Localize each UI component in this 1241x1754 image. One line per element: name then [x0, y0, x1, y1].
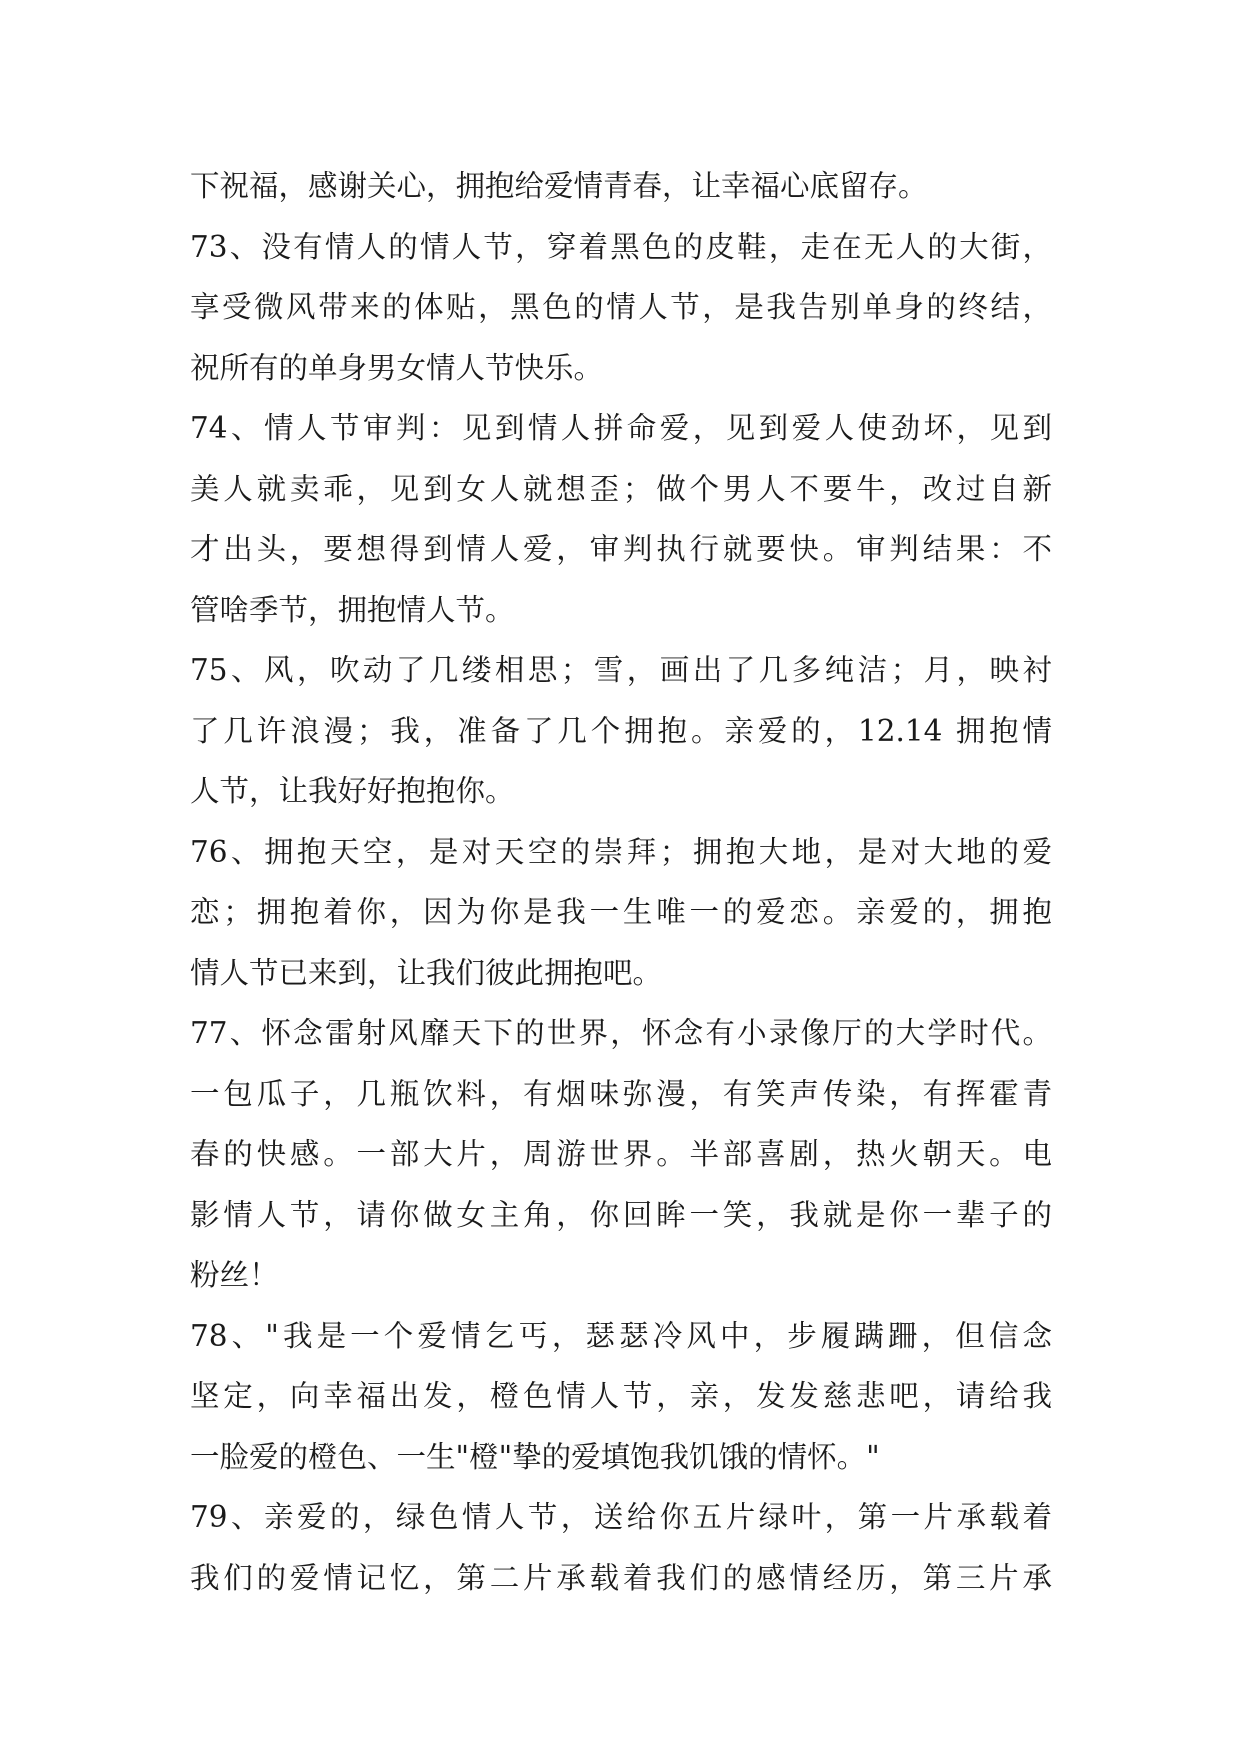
text-line: 77、怀念雷射风靡天下的世界，怀念有小录像厅的大学时代。 [190, 1016, 1052, 1050]
text-line: 下祝福，感谢关心，拥抱给爱情青春，让幸福心底留存。 [190, 169, 928, 203]
text-line: 坚定，向幸福出发，橙色情人节，亲，发发慈悲吧，请给我 [190, 1379, 1052, 1413]
text-line: 管啥季节，拥抱情人节。 [190, 592, 515, 627]
text-line: 才出头，要想得到情人爱，审判执行就要快。审判结果：不 [190, 532, 1052, 566]
text-line: 春的快感。一部大片，周游世界。半部喜剧，热火朝天。电 [190, 1137, 1052, 1171]
text-line: 情人节已来到，让我们彼此拥抱吧。 [190, 955, 663, 990]
text-line: 79、亲爱的，绿色情人节，送给你五片绿叶，第一片承载着 [190, 1500, 1052, 1534]
text-line: 享受微风带来的体贴，黑色的情人节，是我告别单身的终结， [190, 290, 1052, 324]
text-line: 73、没有情人的情人节，穿着黑色的皮鞋，走在无人的大街， [190, 229, 1052, 264]
document-page [190, 156, 1052, 1608]
text-line: 一脸爱的橙色、一生"橙"挚的爱填饱我饥饿的情怀。" [190, 1439, 880, 1474]
text-line: 76、拥抱天空，是对天空的崇拜；拥抱大地，是对大地的爱 [190, 834, 1052, 869]
text-line: 75、风，吹动了几缕相思；雪，画出了几多纯洁；月，映衬 [190, 653, 1052, 687]
text-line: 了几许浪漫；我，准备了几个拥抱。亲爱的，12.14 拥抱情 [190, 713, 1052, 748]
text-line: 74、情人节审判：见到情人拼命爱，见到爱人使劲坏，见到 [190, 411, 1052, 445]
text-line: 祝所有的单身男女情人节快乐。 [190, 350, 604, 385]
text-line: 78、"我是一个爱情乞丐，瑟瑟冷风中，步履蹒跚，但信念 [190, 1318, 1052, 1353]
text-line: 美人就卖乖，见到女人就想歪；做个男人不要牛，改过自新 [190, 471, 1052, 506]
text-line: 人节，让我好好抱抱你。 [190, 774, 515, 808]
text-line: 粉丝！ [190, 1258, 279, 1292]
text-line: 一包瓜子，几瓶饮料，有烟味弥漫，有笑声传染，有挥霍青 [190, 1076, 1052, 1111]
text-line: 恋；拥抱着你，因为你是我一生唯一的爱恋。亲爱的，拥抱 [190, 895, 1052, 929]
text-line: 我们的爱情记忆，第二片承载着我们的感情经历，第三片承 [190, 1560, 1052, 1595]
text-line: 影情人节，请你做女主角，你回眸一笑，我就是你一辈子的 [190, 1197, 1052, 1232]
